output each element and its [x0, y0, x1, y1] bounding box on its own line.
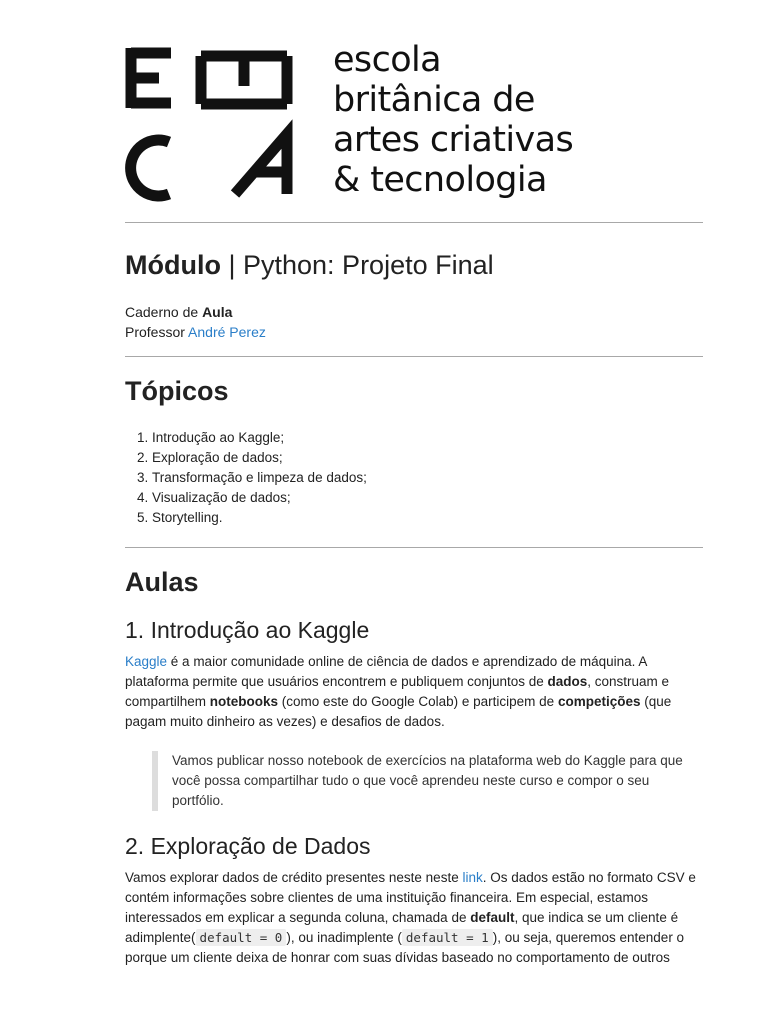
divider [125, 356, 703, 357]
professor-link[interactable]: André Perez [188, 324, 266, 340]
kaggle-paragraph [125, 652, 703, 732]
bold-span: competições [557, 694, 641, 709]
text-span: ), ou seja, queremos entender o porque um cliente deixa de honrar com suas dívidas baseado no comportamento de outros [125, 930, 685, 965]
text-span: (como este do Google Colab) e participem de [278, 694, 558, 709]
bold-span: default [470, 910, 515, 925]
text-span: . Os dados estão no formato CSV e contém informações sobre clientes de uma instituição financeira. Em especial, estamos interessados em explicar a segunda coluna, chamada de [125, 870, 696, 925]
list-item: 3. Transformação e limpeza de dados; [152, 468, 367, 488]
page-title [125, 250, 494, 281]
inline-code: default = 1 [402, 929, 493, 946]
topics-heading: Tópicos [125, 376, 229, 406]
lessons-heading: Aulas [125, 567, 199, 597]
list-item: 5. Storytelling. [152, 508, 367, 528]
ebac-monogram-icon [125, 44, 295, 204]
professor-label: Professor [125, 324, 189, 340]
logo-line: britânica de [333, 80, 535, 120]
text-span: , construam e compartilhem [125, 674, 670, 709]
ebac-logo [125, 40, 703, 210]
bold-span: dados [547, 674, 588, 689]
notebook-type: Aula [202, 304, 233, 320]
notebook-type-label: Caderno de [125, 304, 203, 320]
text-span: , que indica se um cliente é adimplente( [125, 910, 679, 945]
kaggle-link[interactable]: Kaggle [125, 654, 168, 669]
section-heading-exploration: 2. Exploração de Dados [125, 833, 371, 859]
professor-line [125, 322, 266, 342]
notebook-type-line [125, 302, 266, 322]
inline-code: default = 0 [196, 929, 287, 946]
text-span: ), ou inadimplente ( [286, 930, 402, 945]
text-span: (que pagam muito dinheiro as vezes) e desafios de dados. [125, 694, 672, 729]
dataset-link[interactable]: link [462, 870, 483, 885]
divider [125, 222, 703, 223]
title-module: Módulo [125, 250, 221, 280]
topics-list [125, 428, 367, 528]
text-span: Vamos explorar dados de crédito presentes neste neste [125, 870, 463, 885]
list-item: 4. Visualização de dados; [152, 488, 367, 508]
logo-line: & tecnologia [333, 160, 547, 200]
divider [125, 547, 703, 548]
text-span: é a maior comunidade online de ciência de dados e aprendizado de máquina. A plataforma permite que usuários encontrem e publiquem conjuntos de [125, 654, 647, 689]
bold-span: notebooks [209, 694, 279, 709]
logo-line: escola [333, 40, 441, 80]
title-separator: | [220, 250, 243, 280]
logo-wordmark [333, 40, 573, 200]
title-course: Python: Projeto Final [243, 250, 494, 280]
logo-line: artes criativas [333, 120, 574, 160]
list-item: 2. Exploração de dados; [152, 448, 367, 468]
exploration-paragraph [125, 868, 703, 968]
list-item: 1. Introdução ao Kaggle; [152, 428, 367, 448]
blockquote: Vamos publicar nosso notebook de exercícios na plataforma web do Kaggle para que você possa compartilhar tudo o que você aprendeu neste curso e compor o seu portfólio. [152, 751, 702, 811]
notebook-meta [125, 302, 266, 342]
section-heading-kaggle: 1. Introdução ao Kaggle [125, 617, 370, 643]
